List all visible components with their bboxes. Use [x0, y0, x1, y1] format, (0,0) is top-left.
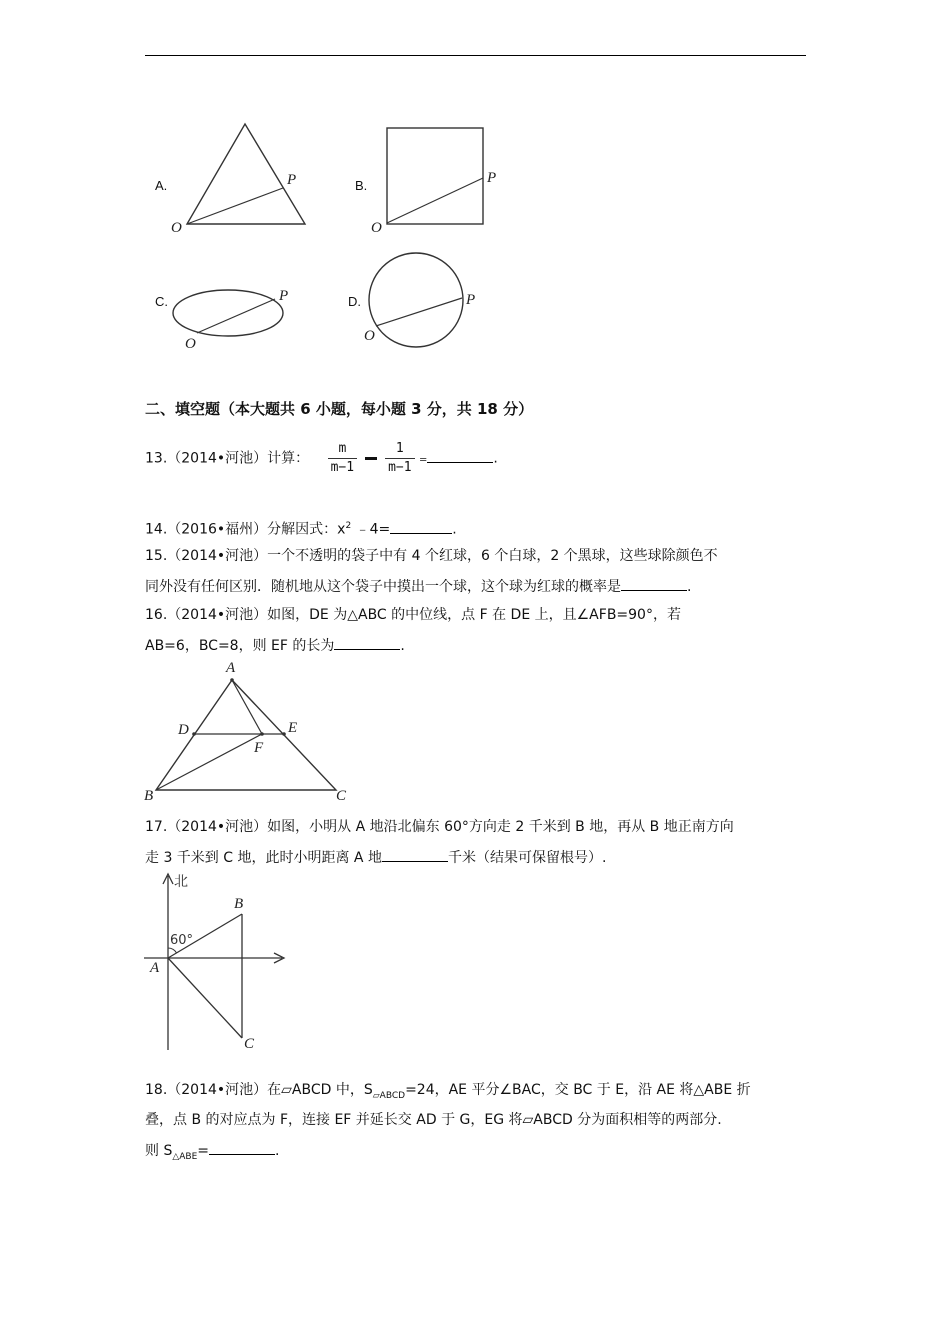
q17-text-b: 千米（结果可保留根号）. [447, 850, 607, 866]
option-d-figure [360, 248, 490, 354]
fraction-2-denominator: m−1 [388, 460, 412, 475]
option-d-label: D. [348, 294, 361, 309]
label-p: P [279, 288, 289, 304]
q14-exponent: 2 [345, 521, 352, 531]
label-b: B [144, 788, 154, 804]
question-16-line-1: 16.（2014•河池）如图，DE 为△ABC 的中位线，点 F 在 DE 上，且∠AFB=90°，若 [145, 607, 681, 623]
answer-blank [621, 576, 687, 591]
q14-end: . [452, 521, 457, 538]
label-p: P [287, 172, 297, 188]
answer-blank [427, 448, 493, 463]
fraction-2-numerator: 1 [385, 440, 414, 459]
question-18-line-3 [145, 1140, 279, 1167]
q16-end: . [400, 638, 405, 654]
option-c-label: C. [155, 294, 168, 309]
question-15-line-2 [145, 576, 691, 597]
point-f [260, 732, 264, 736]
segment-bf [156, 734, 262, 790]
angle-label: 60° [170, 933, 194, 948]
label-o: O [171, 220, 182, 236]
q18-end: . [275, 1143, 280, 1159]
ellipse-shape [173, 290, 283, 336]
question-13 [145, 440, 498, 477]
q18-equals: = [197, 1143, 210, 1159]
q18-subscript-2: △ABE [172, 1151, 198, 1162]
north-label: 北 [174, 874, 188, 890]
circle-shape [369, 253, 463, 347]
question-18-line-2: 叠，点 B 的对应点为 F，连接 EF 并延长交 AD 于 G，EG 将▱ABCD 分为面积相等的两部分. [145, 1112, 722, 1128]
q18-text-a: 18.（2014•河池）在▱ABCD 中，S [145, 1082, 373, 1098]
question-15-line-1: 15.（2014•河池）一个不透明的袋子中有 4 个红球，6 个白球，2 个黑球，这些球除颜色不 [145, 548, 718, 564]
label-p: P [487, 170, 497, 186]
segment-op [187, 188, 283, 224]
point-a [230, 678, 234, 682]
segment-op [197, 299, 275, 333]
q15-text: 同外没有任何区别．随机地从这个袋子中摸出一个球，这个球为红球的概率是 [145, 579, 621, 595]
option-a-label: A. [155, 178, 168, 193]
q15-end: . [687, 579, 692, 595]
answer-blank [382, 847, 448, 862]
label-p: P [466, 292, 476, 308]
question-14 [145, 516, 457, 540]
segment-op [376, 298, 462, 326]
fraction-1-numerator: m [328, 440, 357, 459]
answer-blank [390, 519, 452, 534]
question-16-line-2 [145, 635, 405, 656]
q18-text-b: =24，AE 平分∠BAC，交 BC 于 E，沿 AE 将△ABE 折 [405, 1082, 751, 1098]
minus-sign [365, 457, 377, 460]
fraction-1-denominator: m−1 [330, 460, 355, 475]
label-c: C [244, 1036, 255, 1052]
label-o: O [371, 220, 382, 236]
question-17-line-2 [145, 847, 606, 868]
segment-op [387, 178, 483, 223]
q13-end: . [493, 450, 498, 467]
label-f: F [254, 740, 264, 756]
option-a-figure [165, 118, 315, 236]
square-shape [387, 128, 483, 224]
answer-blank [334, 635, 400, 650]
label-b: B [234, 896, 244, 912]
q14-prefix: 14.（2016•福州）分解因式：x [145, 521, 346, 538]
label-a: A [150, 960, 160, 976]
question-17-line-1: 17.（2014•河池）如图，小明从 A 地沿北偏东 60°方向走 2 千米到 B 地，再从 B 地正南方向 [145, 819, 734, 835]
label-d: D [178, 722, 189, 738]
q18-text-c: 则 S [145, 1143, 173, 1159]
q13-prefix: 13.（2014•河池）计算： [145, 450, 310, 467]
label-a: A [226, 660, 236, 676]
label-c: C [336, 788, 347, 804]
q13-equals: = [419, 454, 428, 466]
header-rule [145, 55, 806, 56]
label-e: E [288, 720, 298, 736]
answer-blank [209, 1140, 275, 1155]
option-b-label: B. [355, 178, 368, 193]
q16-text: AB=6，BC=8，则 EF 的长为 [145, 638, 335, 654]
fraction-1 [328, 440, 357, 477]
question-18-line-1 [145, 1080, 751, 1106]
point-e [282, 732, 286, 736]
option-c-figure [165, 280, 305, 352]
angle-arc [168, 948, 177, 953]
label-o: O [364, 328, 375, 344]
q14-rest: ﹣4= [351, 521, 391, 538]
point-d [192, 732, 196, 736]
option-b-figure [365, 120, 515, 236]
section-title: 二、填空题（本大题共 6 小题，每小题 3 分，共 18 分） [145, 400, 534, 418]
figure-17 [140, 868, 300, 1054]
fraction-2 [385, 440, 414, 477]
segment-ac [168, 958, 242, 1038]
label-o: O [185, 336, 196, 352]
q17-text-a: 走 3 千米到 C 地，此时小明距离 A 地 [145, 850, 382, 866]
figure-16 [138, 656, 358, 806]
q18-subscript: ▱ABCD [372, 1090, 406, 1101]
